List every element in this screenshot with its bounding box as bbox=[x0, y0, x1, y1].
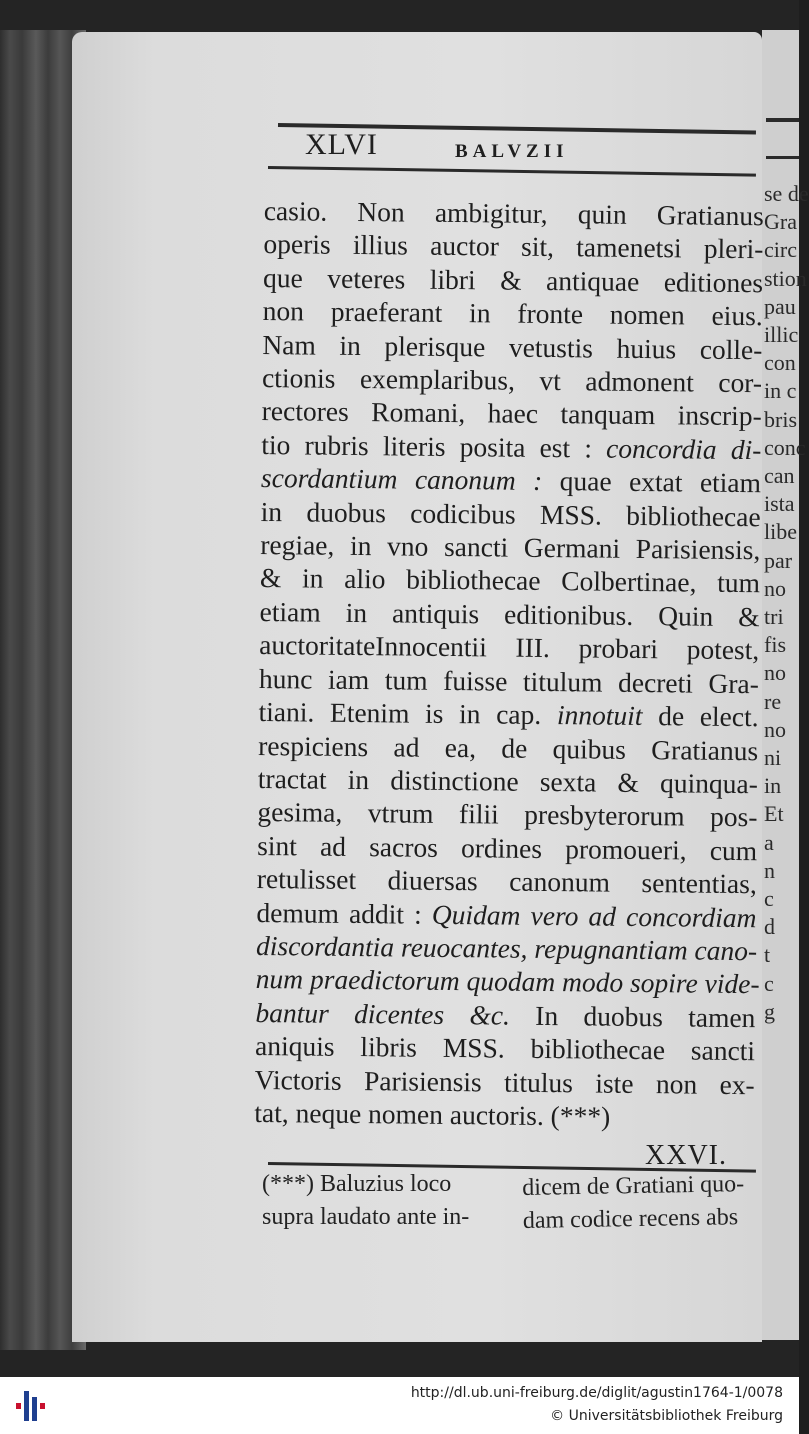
facing-page-fragment: n bbox=[764, 857, 775, 883]
facing-page-fragment: ni bbox=[764, 745, 782, 771]
facing-page-fragment: libe bbox=[764, 519, 797, 545]
text-line: etiam in antiquis editionibus. Quin & bbox=[259, 595, 760, 633]
text-line: operis illius auctor sit, tamenetsi pleri- bbox=[263, 228, 764, 265]
facing-page-fragment: bris bbox=[764, 406, 797, 432]
facing-page-fragment: par bbox=[764, 547, 793, 573]
facing-page-fragment: Gra bbox=[764, 209, 797, 235]
italic-phrase: num praedictorum quodam modo sopire vide- bbox=[255, 963, 760, 1000]
text-line: auctoritateInnocentii III. probari potest, bbox=[259, 629, 760, 666]
text-line: retulisset diuersas canonum sententias, bbox=[256, 863, 757, 900]
footnote-column-left bbox=[262, 1168, 502, 1234]
facing-page-fragment: no bbox=[764, 716, 786, 742]
facing-page-fragment: stion bbox=[764, 265, 807, 291]
text-line: demum addit : Quidam vero ad concordiam bbox=[256, 896, 757, 933]
facing-page-fragment: t bbox=[764, 942, 771, 968]
text-line bbox=[256, 929, 756, 968]
facing-page-fragment: a bbox=[764, 829, 774, 855]
facing-page-fragment: pau bbox=[764, 293, 796, 319]
viewer-footer bbox=[0, 1377, 799, 1434]
text-line: hunc iam tum fuisse titulum decreti Gra- bbox=[258, 662, 760, 699]
text-line: & in alio bibliothecae Colbertinae, tum bbox=[259, 562, 761, 599]
facing-page-text bbox=[764, 180, 809, 1026]
facing-page-fragment: no bbox=[764, 575, 786, 601]
text-line: Nam in plerisque vetustis huius colle- bbox=[262, 328, 763, 365]
facing-page-fragment: tri bbox=[764, 604, 784, 630]
footnote-column-right bbox=[522, 1168, 763, 1238]
text-line: non praeferant in fronte nomen eius. bbox=[262, 295, 763, 332]
page-number: XLVI bbox=[305, 128, 378, 161]
facing-page-fragment: in bbox=[764, 773, 782, 799]
facing-page-fragment: c bbox=[764, 886, 774, 912]
text-line: ctionis exemplaribus, vt admonent cor- bbox=[261, 362, 763, 399]
text-line: bantur dicentes &c. In duobus tamen bbox=[255, 996, 756, 1033]
text-line: tractat in distinctione sexta & quinqua- bbox=[257, 762, 759, 800]
facing-page-fragment: can bbox=[764, 463, 795, 489]
text-line: scordantium canonum : quae extat etiam bbox=[260, 462, 762, 499]
facing-page-fragment: fis bbox=[764, 632, 786, 658]
text-line: tiani. Etenim is in cap. innotuit de elect. bbox=[258, 696, 759, 733]
text-line: regiae, in vno sancti Germani Parisiensis, bbox=[260, 529, 761, 566]
catchword: XXVI. bbox=[645, 1140, 727, 1171]
library-logo-icon bbox=[12, 1387, 50, 1425]
facing-page-fragment: circ bbox=[764, 237, 797, 263]
text-line: que veteres libri & antiquae editiones bbox=[262, 261, 764, 299]
body-text bbox=[254, 194, 764, 1135]
facing-page-fragment: ista bbox=[764, 491, 795, 517]
facing-page-fragment: in c bbox=[764, 378, 797, 404]
facing-page-fragment: se de bbox=[764, 181, 809, 206]
text-line: gesima, vtrum filii presbyterorum pos- bbox=[257, 796, 758, 833]
italic-phrase: scordantium canonum : bbox=[260, 462, 543, 497]
text-line: rectores Romani, haec tanquam inscrip- bbox=[261, 395, 762, 432]
italic-phrase: discordantia reuocantes, repugnantiam cano- bbox=[255, 929, 758, 967]
facing-page-fragment: c bbox=[764, 970, 774, 996]
text-line: casio. Non ambigitur, quin Gratianus bbox=[263, 194, 764, 232]
facing-header-rule-top bbox=[766, 118, 799, 122]
footnote-line: (***) Baluzius loco bbox=[262, 1171, 452, 1197]
facing-page-fragment: no bbox=[764, 660, 786, 686]
facing-page-fragment: d bbox=[764, 914, 775, 940]
text-line: tat, neque nomen auctoris. (***) bbox=[254, 1096, 611, 1132]
facing-page-fragment: con bbox=[764, 350, 796, 376]
running-title: BALVZII bbox=[455, 141, 569, 162]
italic-phrase: Quidam vero ad concordiam bbox=[431, 898, 757, 933]
facing-page-fragment: Et bbox=[764, 801, 784, 827]
text-line: aniquis libris MSS. bibliothecae sancti bbox=[254, 1030, 756, 1067]
facing-page-fragment: re bbox=[764, 688, 782, 714]
text-line: in duobus codicibus MSS. bibliothecae bbox=[260, 495, 761, 532]
copyright-notice: © Universitätsbibliothek Freiburg bbox=[550, 1408, 783, 1424]
text-line: respiciens ad ea, de quibus Gratianus bbox=[258, 729, 759, 766]
facing-page-fragment: illic bbox=[764, 322, 799, 348]
italic-phrase: bantur dicentes &c. bbox=[255, 996, 511, 1031]
facing-header-rule-bottom bbox=[766, 156, 799, 159]
italic-phrase: innotuit bbox=[556, 699, 643, 732]
permalink-link[interactable]: http://dl.ub.uni-freiburg.de/diglit/agustin1764-1/0078 bbox=[410, 1385, 783, 1401]
footnote-line: supra laudato ante in- bbox=[262, 1204, 470, 1230]
text-line bbox=[255, 962, 760, 1001]
footnote-line: dam codice recens abs bbox=[522, 1204, 739, 1234]
facing-page-fragment: g bbox=[764, 998, 775, 1024]
footnote-line: dicem de Gratiani quo- bbox=[522, 1171, 745, 1201]
facing-page-fragment: conc bbox=[764, 434, 806, 460]
text-line: sint ad sacros ordines promoueri, cum bbox=[257, 829, 758, 866]
text-line: tio rubris literis posita est : concordia di- bbox=[261, 428, 762, 466]
italic-phrase: concordia di- bbox=[605, 432, 762, 466]
text-line: Victoris Parisiensis titulus iste non ex- bbox=[254, 1063, 755, 1100]
